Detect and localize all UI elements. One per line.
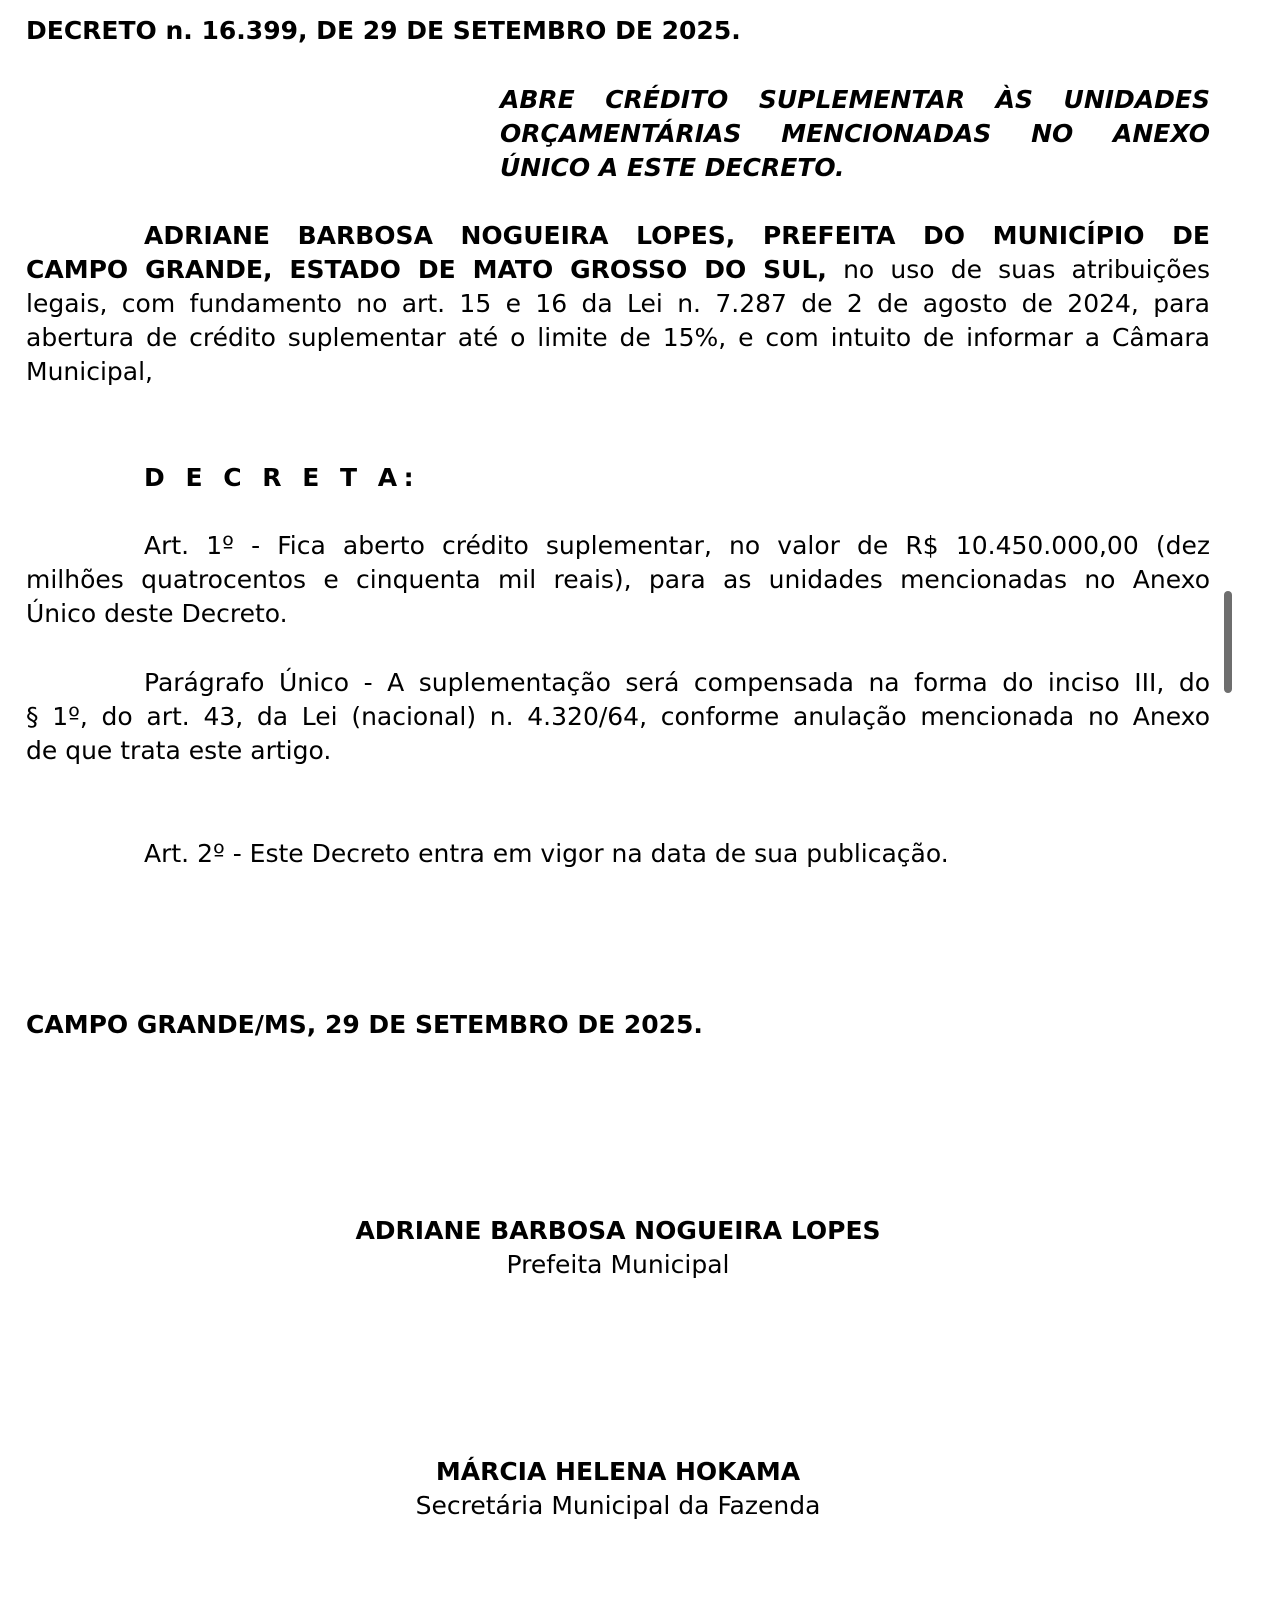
- signatory-name: ADRIANE BARBOSA NOGUEIRA LOPES: [355, 1216, 881, 1245]
- decree-title: DECRETO n. 16.399, DE 29 DE SETEMBRO DE 2025.: [26, 16, 741, 45]
- article-line: milhões quatrocentos e cinquenta mil reais), para as unidades mencionadas no Anexo: [26, 565, 1210, 594]
- decreta-heading: D E C R E T A:: [144, 463, 420, 492]
- preamble-text: no uso de suas atribuições: [826, 255, 1210, 284]
- article-2: Art. 2º - Este Decreto entra em vigor na data de sua publicação.: [144, 839, 949, 868]
- signatory-role: Secretária Municipal da Fazenda: [415, 1491, 821, 1520]
- paragraph-line: Parágrafo Único - A suplementação será compensada na forma do inciso III, do: [144, 668, 1210, 697]
- preamble-line: Municipal,: [26, 357, 153, 386]
- sole-paragraph: [26, 666, 1210, 768]
- paragraph-line: § 1º, do art. 43, da Lei (nacional) n. 4.320/64, conforme anulação mencionada no Anexo: [26, 702, 1210, 731]
- preamble-paragraph: [26, 219, 1210, 389]
- article-line: Único deste Decreto.: [26, 599, 288, 628]
- signatory-name: MÁRCIA HELENA HOKAMA: [435, 1457, 801, 1486]
- decree-summary: [500, 83, 1210, 185]
- preamble-line: legais, com fundamento no art. 15 e 16 da Lei n. 7.287 de 2 de agosto de 2024, para: [26, 289, 1210, 318]
- summary-line: ORÇAMENTÁRIAS MENCIONADAS NO ANEXO: [500, 119, 1210, 148]
- place-and-date: CAMPO GRANDE/MS, 29 DE SETEMBRO DE 2025.: [26, 1010, 703, 1039]
- paragraph-line: de que trata este artigo.: [26, 736, 332, 765]
- scrollbar-thumb[interactable]: [1224, 591, 1232, 693]
- preamble-line: [26, 253, 1210, 287]
- article-1: [26, 529, 1210, 631]
- signatory-role: Prefeita Municipal: [506, 1250, 730, 1279]
- preamble-line: ADRIANE BARBOSA NOGUEIRA LOPES, PREFEITA DO MUNICÍPIO DE: [144, 221, 1210, 250]
- preamble-line: abertura de crédito suplementar até o limite de 15%, e com intuito de informar a Câmara: [26, 323, 1210, 352]
- article-line: Art. 1º - Fica aberto crédito suplementar, no valor de R$ 10.450.000,00 (dez: [144, 531, 1210, 560]
- signature-block-secretary: [0, 1455, 1236, 1523]
- summary-line: ÚNICO A ESTE DECRETO.: [500, 153, 845, 182]
- signature-block-mayor: [0, 1214, 1236, 1282]
- preamble-bold-text: CAMPO GRANDE, ESTADO DE MATO GROSSO DO SUL,: [26, 255, 827, 284]
- summary-line: ABRE CRÉDITO SUPLEMENTAR ÀS UNIDADES: [500, 85, 1210, 114]
